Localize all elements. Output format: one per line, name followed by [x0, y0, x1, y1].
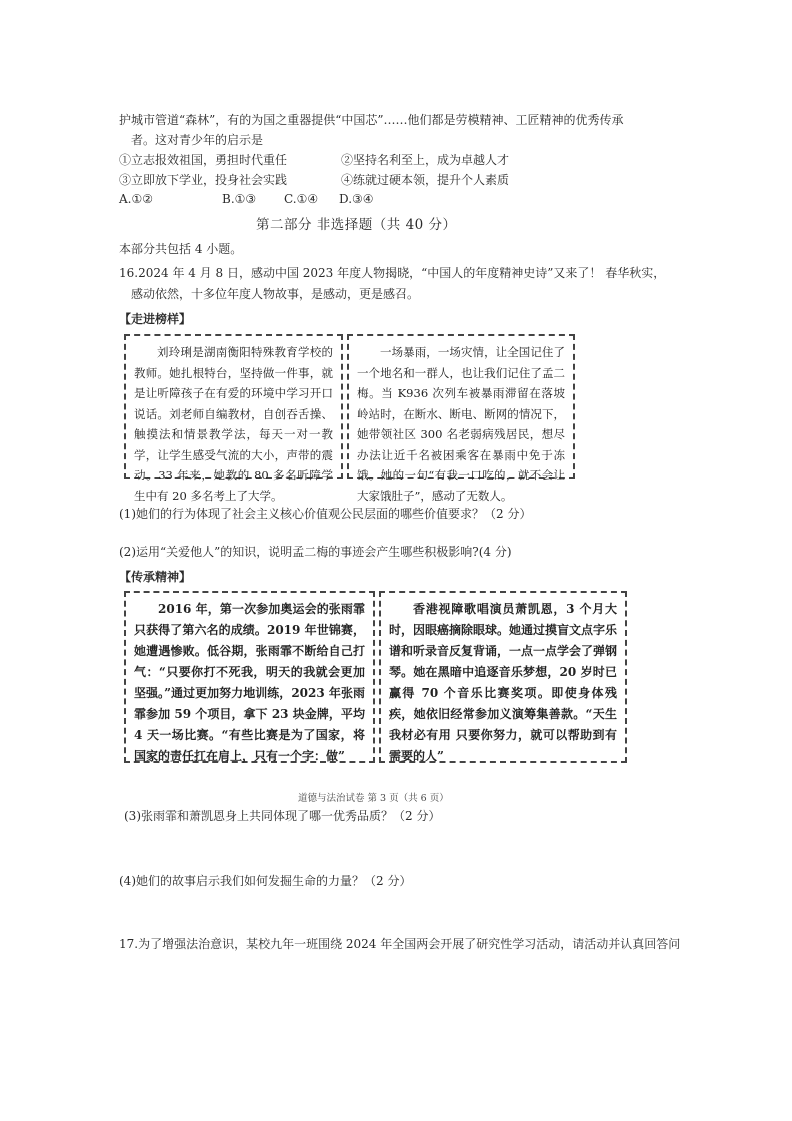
q15-choice-a: A.①② — [119, 192, 153, 206]
part2-intro: 本部分共包括 4 小题。 — [119, 242, 243, 256]
q15-option-4: ④练就过硬本领，提升个人素质 — [341, 173, 510, 187]
story-box-xiao — [379, 591, 627, 763]
story-box-meng — [347, 334, 575, 503]
q15-choice-c: C.①④ — [284, 192, 319, 206]
q16-section-heading-1: 【走进榜样】 — [119, 312, 192, 326]
q16-stem-line-1: 16.2024 年 4 月 8 日，感动中国 2023 年度人物揭晓，“中国人的年度精神史诗”又来了！ 春华秋实， — [119, 266, 666, 280]
q17-stem-line-1: 17.为了增强法治意识，某校九年一班围绕 2024 年全国两会开展了研究性学习活动，请活动并认真回答问 — [119, 937, 681, 951]
part2-title: 第二部分 非选择题（共 40 分） — [256, 217, 457, 233]
story-box-zhang — [124, 591, 375, 763]
q16-sub-question-2: (2)运用“关爱他人”的知识，说明孟二梅的事迹会产生哪些积极影响?(4 分) — [119, 545, 512, 559]
q15-choice-d: D.③④ — [339, 192, 374, 206]
q16-sub-question-4: (4)她们的故事启示我们如何发掘生命的力量？（2 分） — [119, 874, 412, 888]
q15-option-3: ③立即放下学业，投身社会实践 — [119, 173, 288, 187]
story-box-liu — [124, 334, 343, 503]
story-text-liu: 刘玲琍是湖南衡阳特殊教育学校的教师。她扎根特台，坚持做一件事，就是让听障孩子在有爱的环境中学习开口说话。刘老师自编教材，自创吞舌操、触摸法和情景教学法，每天一对一教学，让学生感受气流的大小，声带的震动。33 年来，她教的 80 多名听障学生中有 20 多名考上了大学。 — [134, 345, 333, 503]
q16-section-heading-2: 【传承精神】 — [119, 570, 192, 584]
story-text-xiao: 香港视障歌唱演员萧凯恩，3 个月大时，因眼癌摘除眼球。她通过摸盲文点字乐谱和听录音反复背诵，一点一点学会了弹钢琴。她在黑暗中追逐音乐梦想，20 岁时已赢得 70 个音乐比赛奖项。即使身体残疾，她依旧经常参加义演筹集善款。“天生我材必有用 只要你努力，就可以帮助到有需要的人” — [389, 602, 618, 763]
q15-text-line-1: 护城市管道“森林”，有的为国之重器提供“中国芯”……他们都是劳模精神、工匠精神的优秀传承 — [119, 113, 624, 127]
story-text-zhang: 2016 年，第一次参加奥运会的张雨霏只获得了第六名的成绩。2019 年世锦赛，她遭遇惨败。低谷期，张雨霏不断给自己打气：“只要你打不死我，明天的我就会更加坚强。”通过更加努力地训练，2023 年张雨霏参加 59 个项目，拿下 23 块金牌，平均 4 天一场比赛。“有些比赛是为了国家，将国家的责任扛在肩上，只有一个字：做” — [134, 602, 365, 763]
story-text-meng: 一场暴雨，一场灾情，让全国记住了一个地名和一群人，也让我们记住了孟二梅。当 K936 次列车被暴雨滞留在落坡岭站时，在断水、断电、断网的情况下，她带领社区 300 名老弱病残居民，想尽办法让近千名被困乘客在暴雨中免于冻饿。她的一句“有我一口吃的，就不会让大家饿肚子”，感动了无数人。 — [357, 345, 565, 503]
q16-stem-line-2: 感动依然，十多位年度人物故事，是感动，更是感召。 — [131, 287, 420, 301]
q15-choice-b: B.①③ — [222, 192, 257, 206]
q16-sub-question-3: (3)张雨霏和萧凯恩身上共同体现了哪一优秀品质？（2 分） — [124, 809, 441, 823]
q15-option-2: ②坚持名利至上，成为卓越人才 — [341, 153, 510, 167]
q15-option-1: ①立志报效祖国，勇担时代重任 — [119, 153, 288, 167]
page-footer: 道德与法治试卷 第 3 页（共 6 页） — [298, 793, 449, 804]
q16-sub-question-1: (1)她们的行为体现了社会主义核心价值观公民层面的哪些价值要求？（2 分） — [119, 507, 532, 521]
q15-text-line-2: 者。这对青少年的启示是 — [131, 133, 264, 147]
